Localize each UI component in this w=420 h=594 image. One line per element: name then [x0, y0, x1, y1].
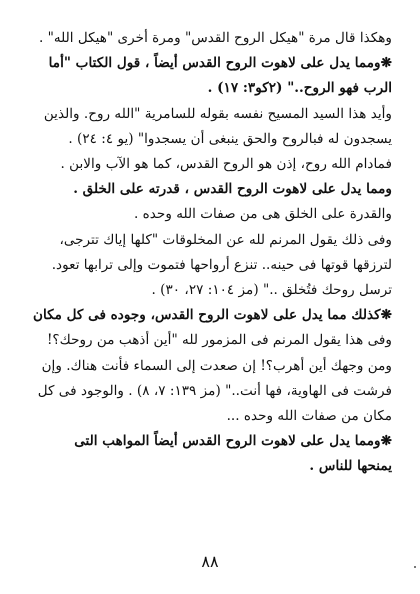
text-line: وفى هذا يقول المرنم فى المزمور لله "أين أذهب من روحك؟! [46, 332, 392, 349]
text-line: ومن وجهك أين أهرب؟! إن صعدت إلى السماء فأنت هناك. وإن [41, 357, 392, 374]
text-line: يمنحها للناس . [309, 458, 392, 475]
text-line: ❋ومما يدل على لاهوت الروح القدس أيضاً ، قول الكتاب "أما [48, 55, 392, 72]
text-line: ترسل روحك فتُخلق .." (مز ١٠٤: ٢٧، ٣٠) . [151, 282, 392, 299]
text-line: وهكذا قال مرة "هيكل الروح القدس" ومرة أخرى "هيكل الله" . [38, 30, 392, 46]
text-line: الرب فهو الروح.." (٢كو٣: ١٧) . [207, 80, 392, 97]
text-line: فرشت فى الهاوية، فها أنت.." (مز ١٣٩: ٧، ٨) . والوجود فى كل [37, 382, 392, 399]
text-line: فمادام الله روح، إذن هو الروح القدس، كما هو الآب والابن . [60, 156, 392, 173]
scan-speck [414, 566, 416, 568]
text-line: ❋كذلك مما يدل على لاهوت الروح القدس، وجوده فى كل مكان [32, 307, 392, 324]
page-body [30, 26, 392, 480]
text-line: وأيد هذا السيد المسيح نفسه بقوله للسامرية "الله روح. والذين [43, 105, 392, 122]
text-line: مكان من صفات الله وحده ... [226, 408, 392, 425]
text-line: لترزقها قوتها فى حينه.. تنزع أرواحها فتموت وإلى ترابها تعود. [51, 256, 392, 273]
text-line: ومما يدل على لاهوت الروح القدس ، قدرته على الخلق . [73, 181, 392, 198]
text-line: ❋ومما يدل على لاهوت الروح القدس أيضاً المواهب التى [74, 433, 392, 450]
text-line: يسجدون له فبالروح والحق ينبغى أن يسجدوا" (يو ٤: ٢٤) . [68, 130, 392, 147]
page-number: ٨٨ [201, 552, 219, 571]
text-line: وفى ذلك يقول المرنم لله عن المخلوقات "كلها إياك تترجى، [59, 231, 392, 248]
text-line: والقدرة على الخلق هى من صفات الله وحده . [134, 206, 392, 223]
